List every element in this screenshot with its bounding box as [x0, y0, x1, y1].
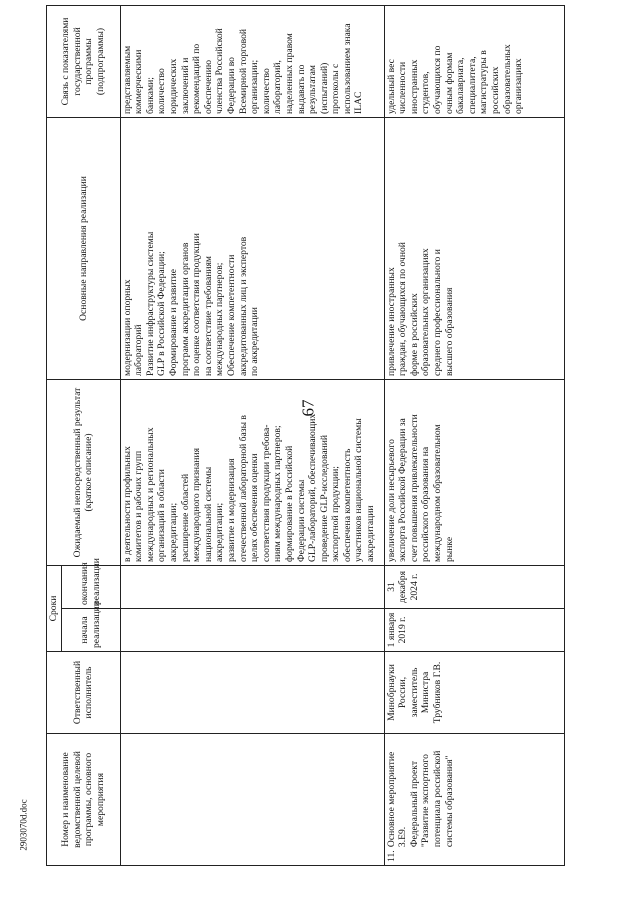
table-row — [384, 5, 564, 865]
row2-directions: привлечение иностранных граждан, обучающихся по очной форме в российских образовательных организациях среднего профессионального и высшего образования — [384, 117, 564, 379]
row2-executor: Минобрнауки России, заместитель Министра Трубников Г.В. — [384, 652, 564, 734]
row2-number: 11. — [385, 850, 397, 862]
row2-end-date: 31 декабря 2024 г. — [384, 565, 564, 608]
rotated-table-container — [46, 6, 592, 866]
header-terms: Сроки — [47, 565, 62, 651]
row2-program-name: Основное мероприятие 3.E9. Федеральный проект "Развитие экспортного потенциала российской системы образования" — [385, 750, 455, 848]
table-header-row — [47, 5, 62, 865]
header-start: начала реализации — [61, 609, 120, 652]
row2-indicators: удельный вес численности иностранных студентов, обучающихся по очным формам бакалавриата, специалитета, магистратуры в российских образовательных организациях — [384, 5, 564, 117]
row2-start-date: 1 января 2019 г. — [384, 609, 564, 652]
row1-expected-result: в деятельности профильных комитетов и рабочих групп международных и региональных организаций в области аккредитации; расширение областей международного признания национальной системы аккредитации; развитие и модернизация отечественной лабораторной базы в целях обеспечения оценки соответствия продукции требова- ниям международных партнеров; формирование в Российской Федерации системы GLP-лабораторий, обеспечивающих проведение GLP-исследований экспортной продукции; обеспечена компетентность участников национальной системы аккредитации — [120, 379, 384, 565]
header-end: окончания реализации — [61, 565, 120, 608]
row1-executor-cell — [120, 652, 384, 734]
row1-directions: модернизации опорных лабораторий Развитие инфраструктуры системы GLP в Российской Федерации; Формирование и развитие программ аккредитации органов по оценке соответствия продукции на соответствие требованиям международных партнеров; Обеспечение компетентности аккредитованных лиц и экспертов по аккредитации — [120, 117, 384, 379]
table-row — [120, 5, 384, 865]
row1-indicators: представляемым коммерческими банками; количество юридических заключений и рекомендаций по обеспечению членства Российской Федерации во Всемирной торговой организации; количество лабораторий, наделенных правом выдавать по результатам (испытаний) протоколы с использованием знака ILAC — [120, 5, 384, 117]
row1-program-cell — [120, 734, 384, 866]
page-number: 67 — [298, 399, 318, 417]
header-executor: Ответственный исполнитель — [47, 652, 121, 734]
row1-end-cell — [120, 565, 384, 608]
program-table — [46, 5, 565, 866]
row1-start-cell — [120, 609, 384, 652]
header-indicators-link: Связь с показателями государственной программы (подпрограммы) — [47, 5, 121, 117]
row2-program-cell — [384, 734, 564, 866]
header-program-name: Номер и наименование ведомственной целевой программы, основного мероприятия — [47, 734, 121, 866]
header-expected-result: Ожидаемый непосредственный результат (краткое описание) — [47, 379, 121, 565]
row2-expected-result: увеличение доли несырьевого экспорта Российской Федерации за счет повышения привлекательности российского образования на международном образовательном рынке — [384, 379, 564, 565]
footer-doc-code: 2903070d.doc — [18, 799, 29, 851]
header-directions: Основные направления реализации — [47, 117, 121, 379]
